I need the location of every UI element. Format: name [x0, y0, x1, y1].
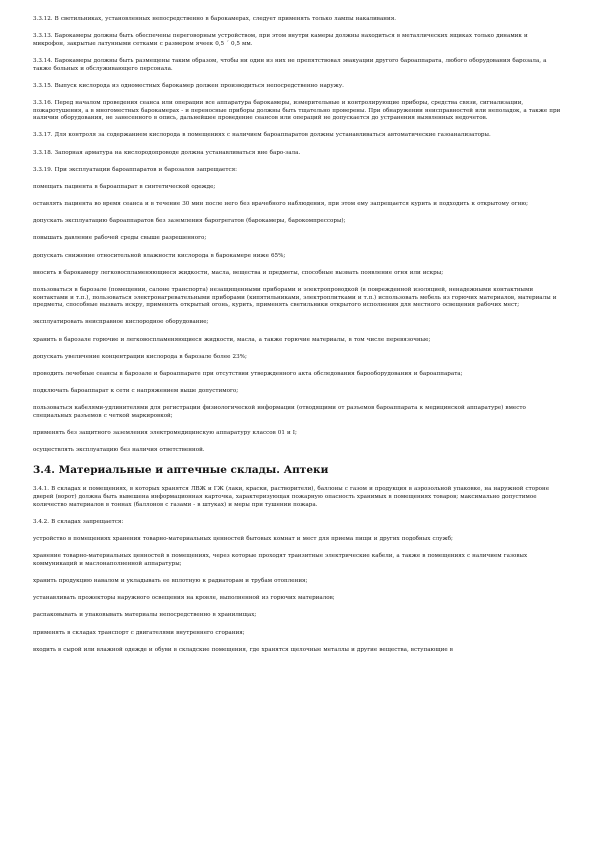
section-3-3-paragraph: 3.3.19. При эксплуатации бароаппаратов и барозалов запрещается:	[33, 166, 238, 173]
section-3-3-paragraph: вносить в барокамеру легковоспламеняющиеся жидкости, масла, вещества и предметы, способные вызвать появление огня или искры;	[33, 269, 444, 276]
section-3-3-paragraph: допускать эксплуатацию бароаппаратов без заземления барогрегатов (барокамеры, барокомпрессоры);	[33, 218, 346, 225]
section-3-3-paragraph: пользоваться кабелями-удлинителями для регистрации физиологической информации (отводящими от разъемов бароаппарата к медицинской аппаратуре) вместо специальных разъемов с четкой маркировкой;	[33, 405, 526, 419]
section-3-4-paragraph: 3.4.1. В складах и помещениях, в которых хранятся ЛВЖ и ГЖ (лаки, краски, растворители), баллоны с газом и продукция в аэрозольной упаковке, на наружной стороне дверей (ворот) должна быть вывешена информационная карточка, характеризующая пожарную опасность хранимых в помещениях товаров; максимально допустимое количество материалов в тоннах (баллонов с газами - в штуках) и меры при тушении пожара.	[33, 486, 550, 508]
section-3-3-paragraph: оставлять пациента во время сеанса и в течение 30 мин после него без врачебного наблюдения, при этом ему запрещается курить и подходить к открытому огню;	[33, 201, 529, 208]
section-3-4-paragraph: 3.4.2. В складах запрещается:	[33, 518, 124, 525]
section-3-3-paragraph: осуществлять эксплуатацию без наличия ответственной.	[33, 447, 205, 454]
section-3-3-paragraph: 3.3.16. Перед началом проведения сеанса или операции все аппаратура барокамеры, измерительные и контролирующие приборы, средства связи, сигнализации, пожаротушения, а в многоместных барокамерах - и переносные приборы должны быть тщательно проверены. При обнаружении неисправностей или неполадок, а также при наличии оборудования, не занесенного в опись, дальнейшее проведение сеансов или операций не допускается до устранения выявленных недочетов.	[33, 99, 561, 122]
section-3-3-paragraph: подключать бароаппарат к сети с напряжением выше допустимого;	[33, 388, 239, 395]
section-3-3-paragraph: помещать пациента в бароаппарат в синтетической одежде;	[33, 183, 216, 190]
section-3-4-paragraph: хранение товарно-материальных ценностей в помещениях, через которые проходят транзитные электрические кабели, а также в помещениях с наличием газовых коммуникаций и маслонаполненной аппаратуры;	[33, 553, 528, 567]
section-3-4-paragraph: устройство в помещениях хранения товарно-материальных ценностей бытовых комнат и мест для приема пищи и других подобных служб;	[33, 536, 453, 543]
section-3-3-paragraph: допускать снижение относительной влажности кислорода в барокамере ниже 65%;	[33, 252, 286, 259]
section-3-3-paragraph: хранить в барозале горючие и легковоспламеняющиеся жидкости, масла, а также горючие материалы, в том числе перевязочные;	[33, 336, 431, 343]
section-heading: 3.4. Материальные и аптечные склады. Аптеки	[33, 464, 329, 477]
section-3-4-paragraph: распаковывать и упаковывать материалы непосредственно в хранилищах;	[33, 612, 257, 619]
section-3-4-paragraph: устанавливать прожекторы наружного освещения на кровле, выполненной из горючих материалов;	[33, 595, 335, 602]
section-3-3-paragraph: применять без защитного заземления электромедицинскую аппаратуру классов 01 и I;	[33, 430, 297, 437]
section-3-4-paragraph: хранить продукцию навалом и укладывать ее вплотную к радиаторам и трубам отопления;	[33, 578, 308, 584]
section-3-3-paragraph: 3.3.14. Барокамеры должны быть размещены таким образом, чтобы ни один из них не препятствовал эвакуации другого бароаппарата, любого оборудования барозала, а также больных и обслуживающего персонала.	[33, 57, 547, 72]
section-3-3-paragraph: 3.3.15. Выпуск кислорода из одноместных барокамер должен производиться непосредственно наружу.	[33, 82, 344, 89]
section-3-4-paragraph: применять в складах транспорт с двигателями внутреннего сгорания;	[33, 629, 245, 636]
section-3-3-paragraph: 3.3.12. В светильниках, установленных непосредственно в барокамерах, следует применять только лампы накаливания.	[33, 16, 397, 22]
section-3-3-paragraph: пользоваться в барозале (помещении, салоне транспорта) незащищенными приборами и электропроводкой (в поврежденной изоляцией, ненадежными контактными контактами и т.п.), пользоваться электронагревательными приборами (кипятильниками, электроплитками и т.п.) использовать мебель из горючих материалов, материалы и предметы, способные вызвать искру, применять открытый огонь, курить, применять светильники открытого исполнения для местного освещения рабочих мест;	[33, 287, 557, 309]
section-3-3-paragraphs	[33, 16, 561, 455]
section-3-4-paragraph: входить в сырой или влажной одежде и обуви в складские помещения, где хранятся щелочные металлы и другие вещества, вступающие в	[33, 646, 453, 653]
section-3-3-paragraph: 3.3.17. Для контроля за содержанием кислорода в помещениях с наличием бароаппаратов должны устанавливаться автоматические газоанализаторы.	[33, 132, 491, 139]
section-3-3-paragraph: проводить лечебные сеансы в барозале и бароаппарате при отсутствии утвержденного акта обследования барооборудования и бароаппарата;	[33, 370, 463, 377]
section-3-4-paragraphs	[33, 486, 561, 654]
section-3-3-paragraph: допускать увеличение концентрации кислорода в барозале более 23%;	[33, 353, 247, 360]
section-3-3-paragraph: эксплуатировать неисправное кислородное оборудование;	[33, 319, 209, 326]
section-3-3-paragraph: 3.3.13. Барокамеры должны быть обеспечены переговорным устройством, при этом внутри камеры должны находиться в металлических ящиках только динамик и микрофон, закрытые латунными сетками с размером ячеек 0,5 ´ 0,5 мм.	[33, 33, 528, 47]
section-3-3-paragraph: повышать давление рабочей среды свыше разрешенного;	[33, 235, 207, 242]
section-3-3-paragraph: 3.3.18. Запорная арматура на кислородопроводе должна устанавливаться вне баро-зала.	[33, 149, 301, 156]
